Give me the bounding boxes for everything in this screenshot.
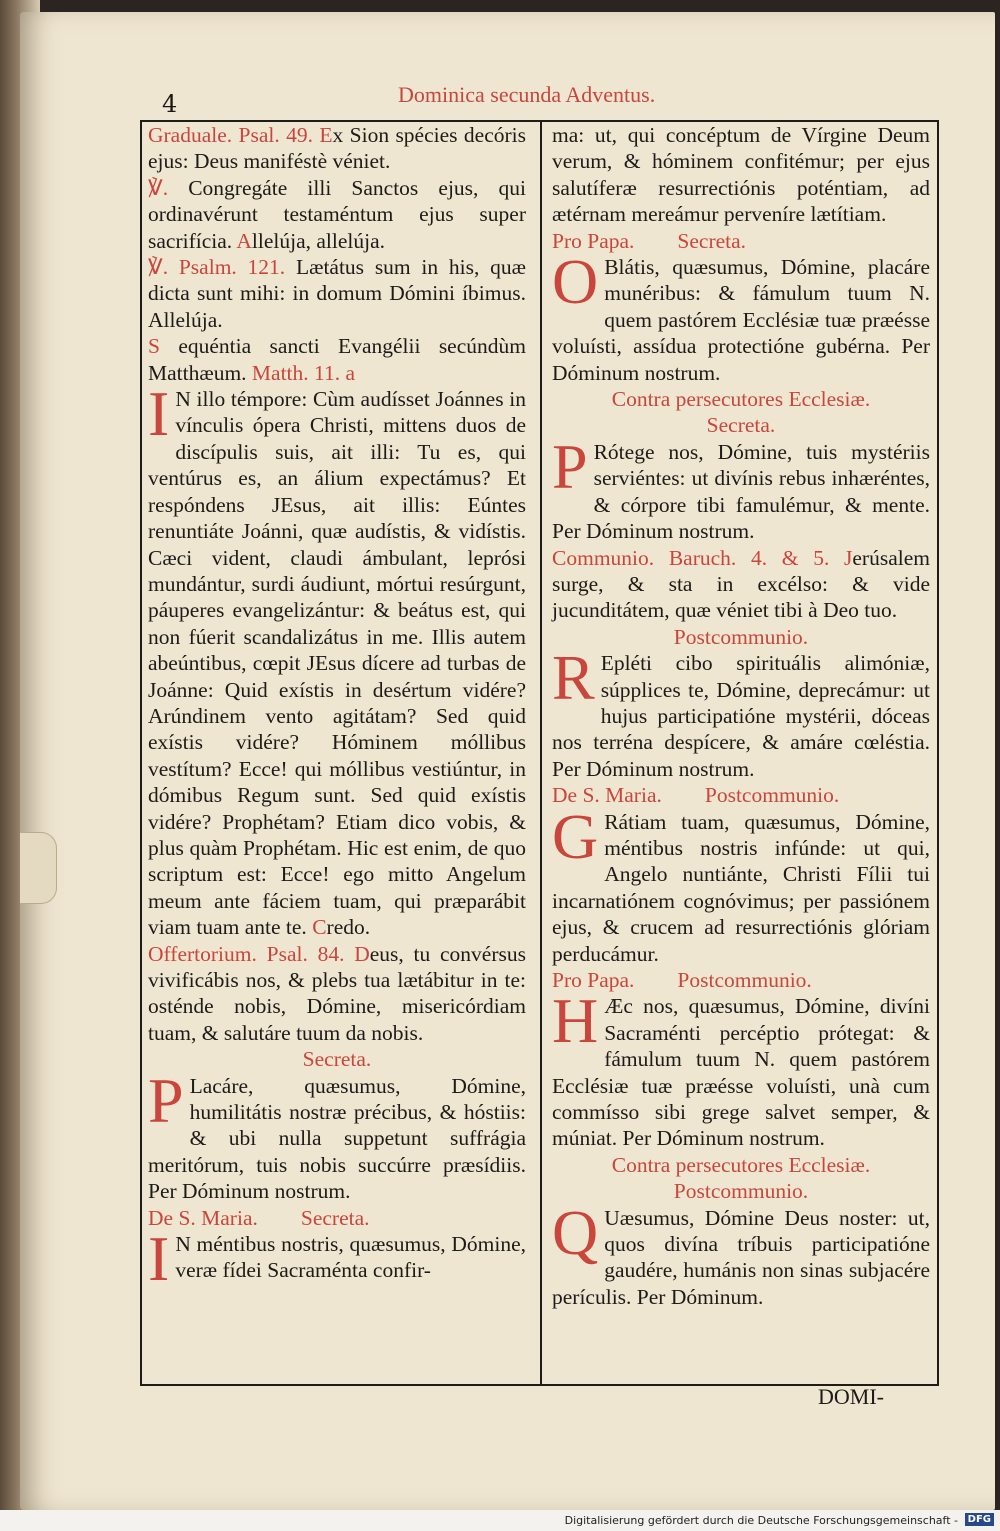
paragraph-text: Æc nos, quæsumus, Dómine, divíni Sacraménti percéptio prótegat: & fámulum tuum N. quem pastórem Ecclésiæ tuæ præésse voluísti, unà cum commísso sibi grege salvet semper, & múniat. Per Dóminum nostrum. — [552, 994, 930, 1151]
heading-right: Postcommunio. — [704, 783, 840, 808]
heading-gap — [662, 783, 705, 807]
prayer-paragraph — [552, 800, 930, 967]
section-heading — [552, 782, 930, 808]
rubric-paragraph — [148, 175, 526, 254]
heading-left: Pro Papa. — [552, 968, 635, 992]
paragraph-text: Congregáte illi Sanctos ejus, qui ordinavérunt testaméntum ejus super sacrifícia. — [148, 175, 526, 253]
rubric-initial: J — [844, 545, 853, 570]
rubric-initial: A — [236, 228, 252, 253]
space — [344, 942, 354, 966]
page-number: 4 — [162, 90, 178, 118]
heading-left: De S. Maria. — [552, 783, 662, 808]
space — [829, 546, 844, 570]
dfg-logo: DFG — [965, 1513, 994, 1526]
heading-right: Postcommunio. — [677, 968, 812, 992]
paragraph-text: N illo témpore: Cùm audísset Joánnes in vínculis ópera Christi, mittens duos de discípulis suis, ait illi: Tu es, qui ventúrus es, an álium expectámus? Et respóndens JEsus, ait illis: Eúntes renuntiáte Joánni, quæ audístis, & vidístis. Cæci vident, claudi ámbulant, leprósi mundántur, surdi áudiunt, mórtui resúrgunt, páuperes evangelizántur: & beátus est, qui non fúerit scandalizátus in me. Illis autem abeúntibus, cœpit JEsus dícere ad turbas de Joánne: Quid exístis in desértum vidére? Arúndinem vento agitátam? Sed quid exístis vidére? Hóminem móllibus vestítum? Ecce! qui móllibus vestiúntur, in dómibus Regum sunt. Sed quid exístis vidére? Prophétam? Etiam dico vobis, & plus quàm Prophétam. Hic est enim, de quo scriptum est: Ecce! ego mitto Angelum meum ante fáciem tuam, qui præparábit viam tuam ante te. — [148, 387, 526, 940]
rubric: Communio. Baruch. 4. & 5. — [552, 545, 830, 570]
space — [168, 176, 188, 200]
section-heading: Contra persecutores Ecclesiæ. — [611, 387, 871, 412]
section-heading: Postcommunio. — [673, 624, 809, 649]
paragraph: ma: ut, qui concéptum de Vírgine Deum verum, & hóminem confitémur; per ejus salutíferæ resurrectiónis poténtiam, ad ætérnam mereámur perveníre lætítiam. — [552, 123, 930, 227]
rubric-paragraph — [552, 545, 930, 624]
paragraph-text: redo. — [326, 915, 371, 940]
paragraph-text: x Sion spécies decóris ejus: Deus maniféstè véniet. — [148, 123, 526, 174]
paragraph-text: N méntibus nostris, quæsumus, Dómine, veræ fídei Sacraménta confir- — [175, 1232, 526, 1283]
rubric: ℣. — [148, 175, 169, 200]
rubric-initial: C — [312, 915, 327, 940]
paragraph-text: Epléti cibo spirituális alimóniæ, súpplices te, Dómine, deprecámur: ut hujus participatióne mystérii, dóceas nos terréna despícere, & amáre cœléstia. Per Dóminum nostrum. — [552, 651, 930, 781]
heading-gap — [634, 229, 677, 253]
rubric-paragraph — [148, 333, 526, 386]
prayer-paragraph — [148, 378, 526, 941]
column-divider — [540, 120, 542, 1384]
heading-gap — [634, 968, 677, 992]
heading-gap — [258, 1206, 301, 1230]
heading-right: Secreta. — [677, 228, 747, 253]
section-heading: Secreta. — [302, 1047, 372, 1072]
rubric-paragraph — [148, 941, 526, 1047]
section-heading: Secreta. — [706, 413, 776, 438]
drop-capital: Q — [552, 1196, 599, 1268]
running-head: Dominica secunda Adventus. — [398, 82, 656, 107]
prayer-paragraph — [552, 985, 930, 1151]
section-heading: Postcommunio. — [673, 1179, 809, 1204]
drop-capital: P — [148, 1064, 184, 1136]
rubric-initial: D — [354, 941, 370, 966]
paragraph-text: Rátiam tuam, quæsumus, Dómine, méntibus nostris infúnde: ut qui, Angelo nuntiánte, Christi Fílii tui incarnatiónem cognóvimus; per passiónem ejus, & crucem ad resurrectiónis glóriam perducámur. — [552, 809, 930, 966]
drop-capital: G — [552, 800, 599, 872]
rubric: Graduale. Psal. 49. — [148, 123, 313, 147]
drop-capital: H — [552, 985, 599, 1057]
paragraph-text: equéntia sancti Evangélii secúndùm Matthæum. — [148, 334, 526, 385]
footer-credit: Digitalisierung gefördert durch die Deutsche Forschungsgemeinschaft - — [564, 1514, 958, 1527]
paragraph-text: erúsalem surge, & sta in excélso: & vide jucunditátem, quæ véniet tibi à Deo tuo. — [552, 545, 930, 623]
rubric-initial: E — [319, 123, 333, 147]
section-heading — [552, 228, 930, 254]
rubric: S — [148, 334, 160, 359]
rubric-paragraph — [148, 254, 526, 333]
drop-capital: I — [148, 378, 170, 450]
paragraph-text: Blátis, quæsumus, Dómine, placáre munéribus: & fámulum tuum N. quem pastórem Ecclésiæ tuæ præésse voluísti, assídua protectióne gubérna. Per Dóminum nostrum. — [552, 255, 930, 385]
heading-left: De S. Maria. — [148, 1205, 258, 1230]
paragraph-text: Lætátus sum in his, quæ dicta sunt mihi: in domum Dómini íbimus. Allelúja. — [148, 255, 526, 332]
paragraph-text: eus, tu convérsus vivificábis nos, & plebs tua lætábitur in te: osténde nobis, Dómine, misericórdiam tuam, & salutáre tuum da nobis. — [148, 941, 526, 1045]
right-column — [552, 122, 930, 1310]
paragraph-text: llelúja, allelúja. — [251, 228, 386, 253]
section-heading — [148, 1205, 526, 1231]
paragraph-text: Lacáre, quæsumus, Dómine, humilitátis nostræ précibus, & hóstiis: & ubi nulla suppetunt suffrágia meritórum, tuis nobis succúrre præsídiis. Per Dóminum nostrum. — [148, 1073, 526, 1204]
heading-right: Secreta. — [300, 1205, 370, 1230]
prayer-paragraph — [552, 430, 930, 545]
heading-left: Pro Papa. — [552, 228, 635, 253]
prayer-paragraph — [552, 642, 930, 782]
space — [160, 334, 178, 358]
left-column — [148, 122, 526, 1295]
drop-capital: I — [148, 1223, 170, 1295]
page-tab — [20, 832, 57, 904]
paragraph-text: Rótege nos, Dómine, tuis mystériis serviéntes: ut divínis rebus inhæréntes, & córpore tibi famulémur, & mente. Per Dóminum nostrum. — [552, 439, 930, 544]
section-heading — [552, 967, 930, 993]
section-heading: Contra persecutores Ecclesiæ. — [611, 1152, 871, 1177]
rubric: ℣. Psalm. 121. — [148, 255, 286, 280]
prayer-paragraph — [148, 1223, 526, 1295]
prayer-paragraph — [552, 1196, 930, 1311]
drop-capital: P — [552, 430, 588, 502]
rubric-initial: Matth. 11. a — [251, 360, 356, 385]
rubric: Offertorium. Psal. 84. — [148, 941, 345, 966]
rubric-paragraph — [148, 122, 526, 175]
paragraph-text: Uæsumus, Dómine Deus noster: ut, quos divína tríbuis participatióne gaudére, humánis non sinas subjacére perículis. Per Dóminum. — [552, 1205, 930, 1309]
prayer-paragraph — [552, 246, 930, 386]
drop-capital: O — [552, 246, 599, 318]
prayer-paragraph — [148, 1064, 526, 1205]
space — [285, 255, 296, 279]
catchword: DOMI- — [818, 1384, 884, 1409]
drop-capital: R — [552, 642, 595, 714]
